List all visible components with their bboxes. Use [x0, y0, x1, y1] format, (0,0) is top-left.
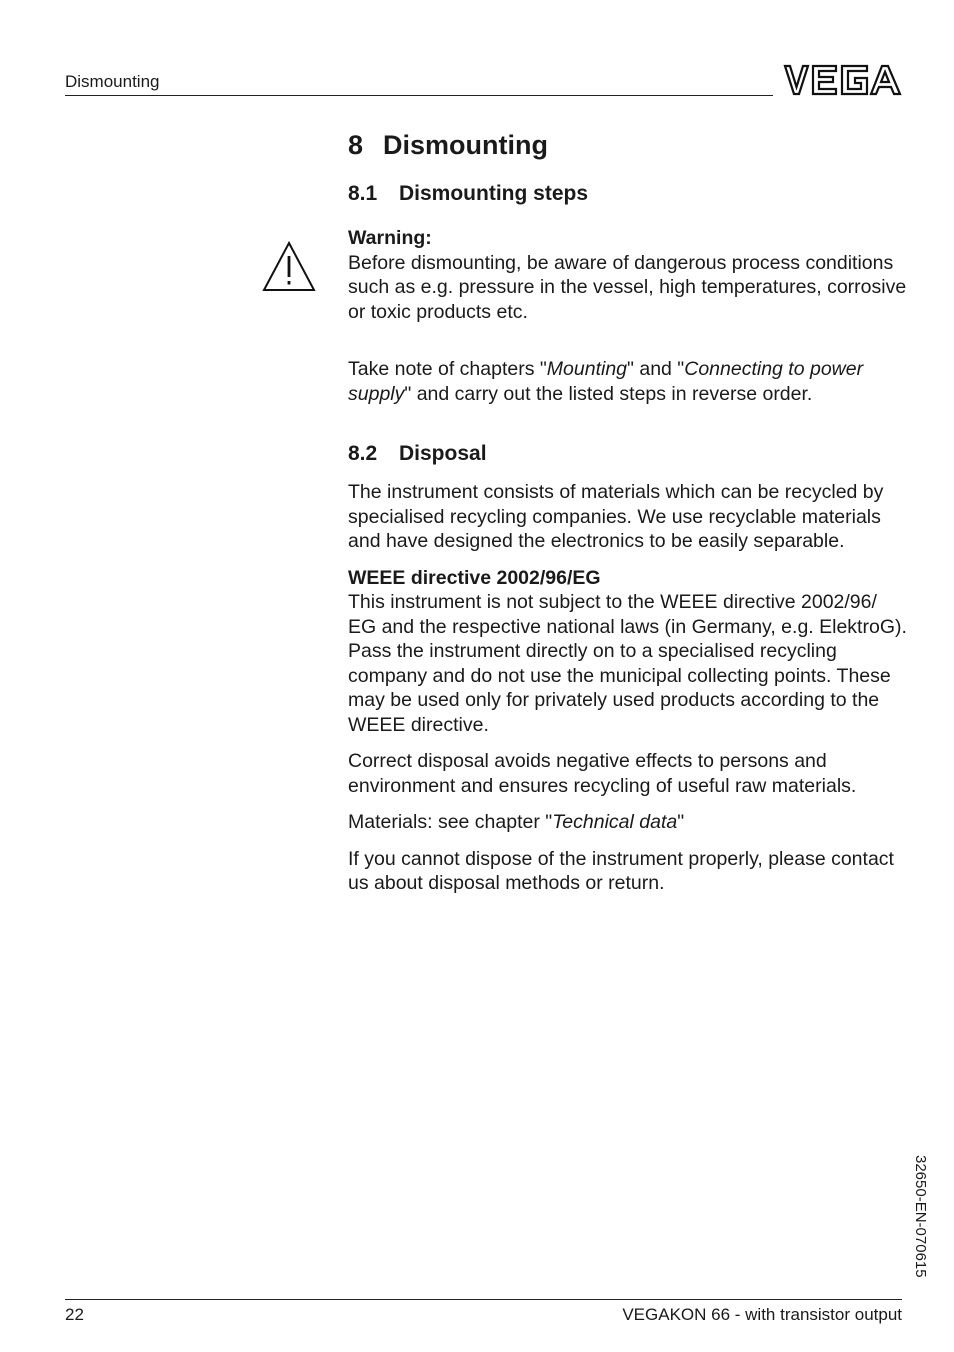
- contact-paragraph: If you cannot dispose of the instrument properly, please contact us about disposal methods or return.: [348, 847, 894, 894]
- footer-rule: [65, 1299, 902, 1300]
- chapter-reference: Mounting: [546, 358, 628, 380]
- page-number: 22: [65, 1305, 84, 1324]
- chapter-heading: [348, 128, 908, 162]
- disposal-paragraph: The instrument consists of materials which can be recycled by specialised recycling companies. We use recyclable materials and have designed the electronics to be easily separable.: [348, 481, 884, 552]
- reverse-order-note: [348, 357, 908, 406]
- product-name: VEGAKON 66 - with transistor output: [622, 1305, 902, 1324]
- section-title: Disposal: [399, 442, 487, 465]
- chapter-reference: Connecting to power supply: [348, 358, 864, 405]
- materials-paragraph: [348, 810, 908, 835]
- chapter-reference: Technical data: [552, 811, 678, 833]
- note-text: Take note of chapters ": [348, 358, 547, 380]
- vega-logo: [783, 62, 903, 98]
- main-content: [348, 128, 908, 896]
- section-number: 8.2: [348, 442, 378, 465]
- weee-heading: WEEE directive 2002/96/EG: [348, 566, 601, 589]
- section-number: 8.1: [348, 182, 378, 205]
- note-text: " and ": [627, 358, 685, 380]
- section-heading-8-1: [348, 180, 908, 208]
- header-rule: [65, 95, 773, 96]
- weee-paragraph: This instrument is not subject to the WEEE directive 2002/96/ EG and the respective national laws (in Germany, e.g. ElektroG). Pass the instrument directly on to a specialised recycling company and do not use the municipal collecting points. These may be used only for privately used products according to the WEEE directive.: [348, 591, 907, 736]
- materials-text: Materials: see chapter ": [348, 811, 553, 833]
- warning-triangle-icon: [262, 240, 316, 292]
- materials-text: ": [677, 811, 685, 833]
- chapter-title: Dismounting: [383, 130, 548, 160]
- section-heading-8-2: [348, 440, 908, 468]
- running-header: Dismounting: [65, 72, 160, 91]
- section-title: Dismounting steps: [399, 182, 589, 205]
- warning-text: Before dismounting, be aware of dangerous process conditions such as e.g. pressure in the vessel, high temperatures, corrosive or toxic products etc.: [348, 251, 907, 323]
- correct-disposal-paragraph: Correct disposal avoids negative effects to persons and environment and ensures recycling of useful raw materials.: [348, 750, 857, 797]
- document-number: 32650-EN-070615: [912, 1155, 929, 1278]
- chapter-number: 8: [348, 130, 364, 160]
- note-text: " and carry out the listed steps in reverse order.: [404, 382, 813, 405]
- warning-label: Warning:: [348, 227, 432, 249]
